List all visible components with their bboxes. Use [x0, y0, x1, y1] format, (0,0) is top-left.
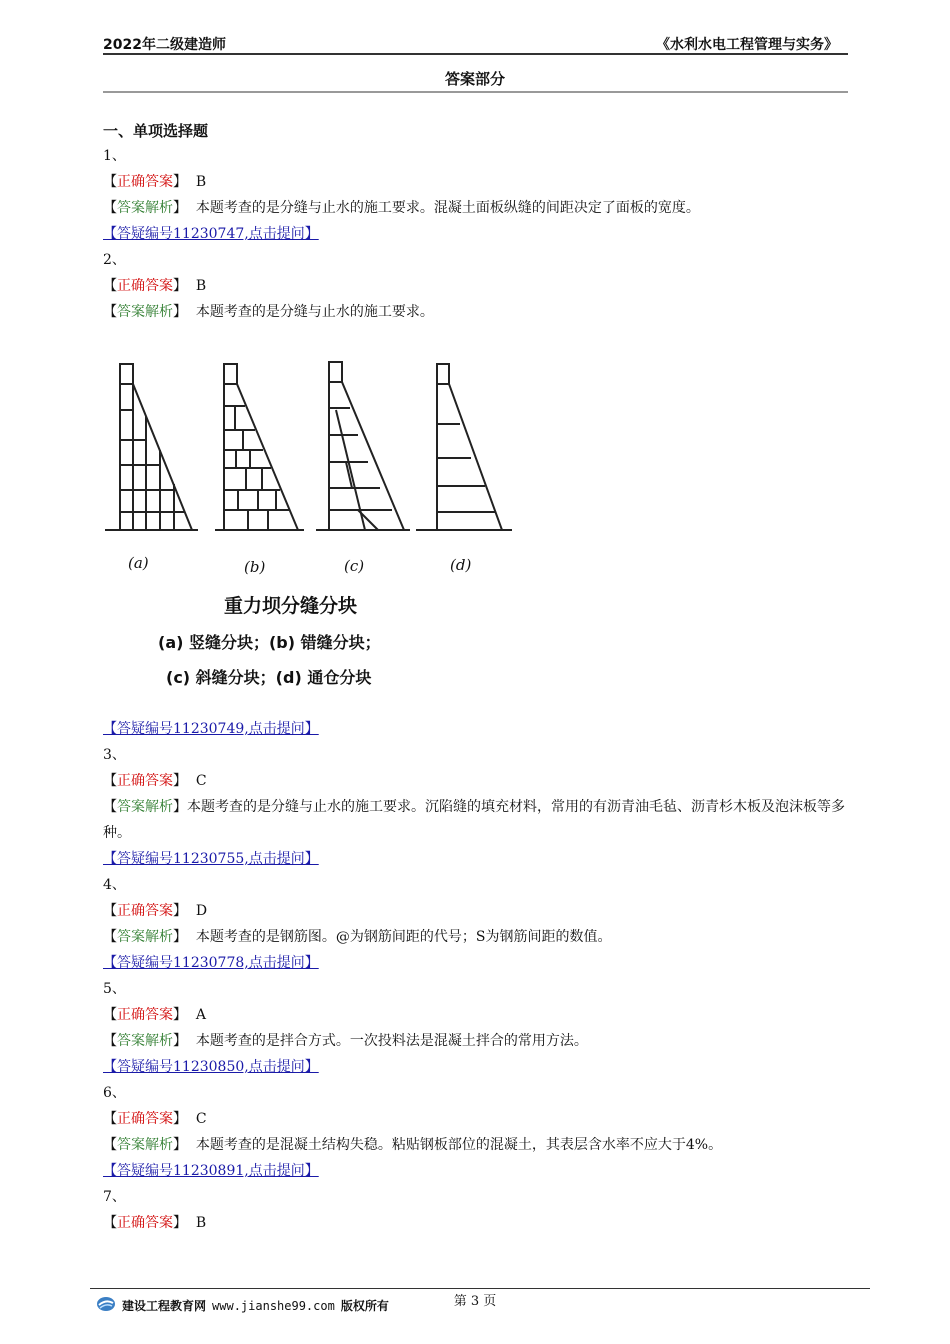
- correct-answer-row: [103, 172, 206, 192]
- title-divider: [103, 91, 848, 93]
- answer-value: C: [195, 1111, 207, 1127]
- correct-answer-label: 正确答案: [117, 903, 173, 919]
- bracket: 】: [173, 200, 187, 216]
- bracket: 【: [103, 929, 117, 945]
- correct-answer-row: [103, 276, 206, 296]
- bracket: 【: [103, 799, 117, 815]
- bracket: 【: [103, 1007, 117, 1023]
- analysis-label: 答案解析: [117, 799, 173, 815]
- figure-caption-line1: (a) 竖缝分块；(b) 错缝分块；: [158, 633, 381, 652]
- analysis-text: 本题考查的是分缝与止水的施工要求。沉陷缝的填充材料，常用的有沥青油毛毡、沥青杉木板及泡沫板等多种。: [103, 799, 845, 841]
- correct-answer-row: [103, 1005, 206, 1025]
- bracket: 【: [103, 1111, 117, 1127]
- ask-question-link[interactable]: [103, 1161, 319, 1181]
- page-title: 答案部分: [444, 70, 505, 88]
- bracket: 【: [103, 174, 117, 190]
- analysis-row: [103, 1031, 588, 1051]
- answer-value: C: [195, 773, 207, 789]
- ask-question-link[interactable]: [103, 1057, 319, 1077]
- analysis-label: 答案解析: [117, 200, 173, 216]
- correct-answer-label: 正确答案: [117, 1215, 173, 1231]
- ask-question-link[interactable]: [103, 719, 319, 739]
- analysis-label: 答案解析: [117, 1033, 173, 1049]
- figure-label-b: (b): [244, 558, 266, 576]
- brand-name: 建设工程教育网: [122, 1299, 207, 1313]
- answer-value: B: [195, 174, 207, 190]
- analysis-row: [103, 198, 700, 218]
- analysis-label: 答案解析: [117, 1137, 173, 1153]
- bracket: 】: [173, 304, 187, 320]
- bracket: 】: [173, 1137, 187, 1153]
- bracket: 】: [173, 1215, 187, 1231]
- correct-answer-label: 正确答案: [117, 278, 173, 294]
- analysis-text: 本题考查的是钢筋图。@为钢筋间距的代号；S为钢筋间距的数值。: [195, 929, 612, 945]
- ask-question-link[interactable]: [103, 953, 319, 973]
- header-exam-title: 2022年二级建造师: [103, 37, 226, 53]
- brand-logo-icon: [96, 1296, 116, 1315]
- analysis-row: [103, 302, 434, 322]
- question-number: 6、: [103, 1085, 126, 1101]
- answer-value: D: [195, 903, 208, 919]
- figure-label-c: (c): [344, 557, 365, 575]
- bracket: 】: [173, 278, 187, 294]
- bracket: 】: [173, 1033, 187, 1049]
- figure-label-a: (a): [128, 554, 149, 572]
- bracket: 【: [103, 773, 117, 789]
- correct-answer-label: 正确答案: [117, 773, 173, 789]
- question-number: 7、: [103, 1189, 126, 1205]
- answer-value: B: [195, 1215, 207, 1231]
- ask-link-text[interactable]: 【答疑编号11230891,点击提问】: [103, 1163, 319, 1179]
- question-number: 3、: [103, 747, 126, 763]
- bracket: 】: [173, 773, 187, 789]
- correct-answer-label: 正确答案: [117, 174, 173, 190]
- ask-link-text[interactable]: 【答疑编号11230850,点击提问】: [103, 1059, 319, 1075]
- analysis-row: [103, 794, 855, 846]
- bracket: 【: [103, 278, 117, 294]
- analysis-text: 本题考查的是混凝土结构失稳。粘贴钢板部位的混凝土，其表层含水率不应大于4%。: [195, 1137, 723, 1153]
- brand-url[interactable]: www.jianshe99.com: [212, 1298, 335, 1313]
- bracket: 】: [173, 799, 187, 815]
- correct-answer-label: 正确答案: [117, 1111, 173, 1127]
- bracket: 】: [173, 1111, 187, 1127]
- bracket: 】: [173, 1007, 187, 1023]
- correct-answer-row: [103, 771, 207, 791]
- bracket: 【: [103, 1033, 117, 1049]
- dam-joint-diagram: [100, 350, 520, 695]
- ask-question-link[interactable]: [103, 849, 319, 869]
- correct-answer-row: [103, 901, 207, 921]
- figure-label-d: (d): [450, 556, 472, 574]
- page-number: 第 3 页: [453, 1294, 497, 1309]
- header-divider: [103, 53, 848, 55]
- analysis-text: 本题考查的是分缝与止水的施工要求。混凝土面板纵缝的间距决定了面板的宽度。: [195, 200, 700, 216]
- section-title: 一、单项选择题: [103, 122, 209, 140]
- correct-answer-row: [103, 1109, 207, 1129]
- question-number: 1、: [103, 148, 126, 164]
- question-number: 4、: [103, 877, 126, 893]
- ask-link-text[interactable]: 【答疑编号11230778,点击提问】: [103, 955, 319, 971]
- figure-title: 重力坝分缝分块: [224, 595, 358, 617]
- bracket: 【: [103, 903, 117, 919]
- question-number: 2、: [103, 252, 126, 268]
- ask-link-text[interactable]: 【答疑编号11230747,点击提问】: [103, 226, 319, 242]
- question-number: 5、: [103, 981, 126, 997]
- analysis-label: 答案解析: [117, 304, 173, 320]
- analysis-label: 答案解析: [117, 929, 173, 945]
- bracket: 】: [173, 174, 187, 190]
- dam-joint-figure: [100, 350, 520, 695]
- correct-answer-label: 正确答案: [117, 1007, 173, 1023]
- figure-caption-line2: (c) 斜缝分块；(d) 通仓分块: [166, 668, 372, 687]
- analysis-text: 本题考查的是拌合方式。一次投料法是混凝土拌合的常用方法。: [195, 1033, 588, 1049]
- footer-divider: [90, 1288, 870, 1289]
- copyright: 版权所有: [340, 1299, 389, 1313]
- answer-value: B: [195, 278, 207, 294]
- answer-value: A: [195, 1007, 207, 1023]
- analysis-row: [103, 927, 612, 947]
- ask-question-link[interactable]: [103, 224, 319, 244]
- bracket: 【: [103, 1137, 117, 1153]
- analysis-text: 本题考查的是分缝与止水的施工要求。: [195, 304, 434, 320]
- correct-answer-row: [103, 1213, 206, 1233]
- header-subject: 《水利水电工程管理与实务》: [656, 37, 838, 53]
- bracket: 【: [103, 304, 117, 320]
- ask-link-text[interactable]: 【答疑编号11230755,点击提问】: [103, 851, 319, 867]
- bracket: 】: [173, 929, 187, 945]
- bracket: 【: [103, 1215, 117, 1231]
- ask-link-text[interactable]: 【答疑编号11230749,点击提问】: [103, 721, 319, 737]
- analysis-row: [103, 1135, 722, 1155]
- bracket: 】: [173, 903, 187, 919]
- bracket: 【: [103, 200, 117, 216]
- footer-brand: [96, 1296, 389, 1315]
